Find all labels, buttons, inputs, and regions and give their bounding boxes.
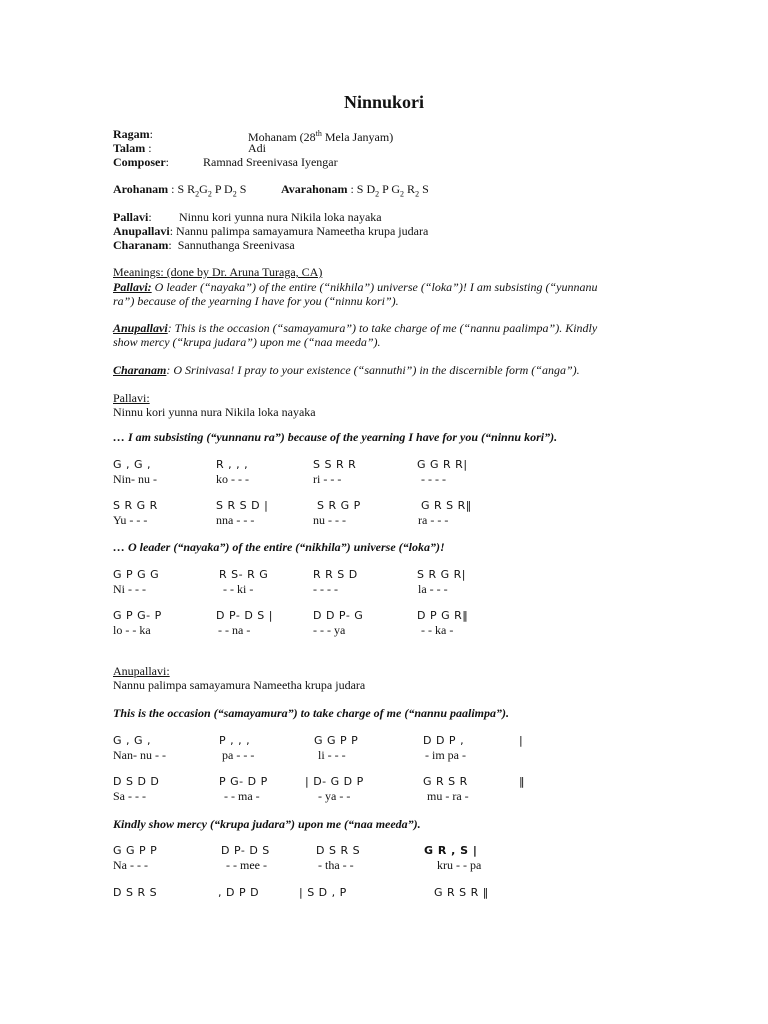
lyric-row: Nan- nu - -	[113, 748, 166, 762]
lyric-row: nna - - -	[216, 513, 255, 527]
notation-row: S R G R|	[417, 568, 466, 581]
lyric-row: Na - - -	[113, 858, 148, 872]
talam-value: Adi	[248, 141, 266, 155]
notation-row: G P G G	[113, 568, 160, 581]
meaning-pallavi-line1: Pallavi: O leader (“nayaka”) of the entire (“nikhila”) universe (“loka”)! I am subsisting (“yunnanu	[113, 280, 598, 294]
notation-row: D S D D	[113, 775, 160, 788]
lyric-row: - - na -	[218, 623, 251, 637]
lyric-row: Ni - - -	[113, 582, 146, 596]
lyric-row: - - ma -	[224, 789, 260, 803]
lyric-row: - - - -	[421, 472, 446, 486]
notation-row: G G P P	[113, 844, 158, 857]
lyric-row: - - - ya	[313, 623, 346, 637]
lyric-row: - im pa -	[425, 748, 466, 762]
lyric-row: ko - - -	[216, 472, 249, 486]
lyric-row: - - ka -	[421, 623, 454, 637]
meaning-anupallavi-line2: show mercy (“krupa judara”) upon me (“naa meeda”).	[113, 335, 381, 349]
notation-row: P , , ,	[219, 734, 251, 747]
lyric-row: - ya - -	[318, 789, 351, 803]
notation-row: G R S R‖	[421, 499, 472, 512]
pallavi-meaning-1: … I am subsisting (“yunnanu ra”) because of the yearning I have for you (“ninnu kori”).	[113, 430, 558, 444]
anupallavi-meaning-2: Kindly show mercy (“krupa judara”) upon me (“naa meeda”).	[113, 817, 421, 831]
notation-row: ‖	[519, 775, 525, 788]
lyric-row: - - ki -	[223, 582, 254, 596]
page-title: Ninnukori	[343, 92, 425, 112]
notation-row: | S D , P	[299, 886, 347, 899]
anupallavi-block-label: Anupallavi:	[113, 664, 170, 678]
lyric-row: Sa - - -	[113, 789, 146, 803]
notation-row: D D P- G	[313, 609, 364, 622]
notation-row: G R , S |	[424, 844, 478, 857]
notation-row: D S R S	[316, 844, 361, 857]
notation-row: D P- D S	[221, 844, 270, 857]
anupallavi-meaning-1: This is the occasion (“samayamura”) to take charge of me (“nannu paalimpa”).	[113, 706, 510, 720]
notation-row: , D P D	[218, 886, 260, 899]
notation-row: G G P P	[314, 734, 359, 747]
notation-row: R R S D	[313, 568, 358, 581]
pallavi-text: Ninnu kori yunna nura Nikila loka nayaka	[179, 210, 382, 224]
avarohanam-line: Avarahonam : S $D_2$ P $G_2$ $R_2$ S	[281, 182, 429, 199]
notation-row: | D- G D P	[305, 775, 364, 788]
notation-row: G R S R	[423, 775, 468, 788]
notation-row: G , G ,	[113, 734, 152, 747]
composer-value: Ramnad Sreenivasa Iyengar	[203, 155, 338, 169]
composer-label: Composer:	[113, 155, 170, 169]
lyric-row: - - - -	[313, 582, 338, 596]
lyric-row: nu - - -	[313, 513, 346, 527]
lyric-row: - - mee -	[226, 858, 267, 872]
notation-row: G P G- P	[113, 609, 162, 622]
lyric-row: kru - - pa	[437, 858, 482, 872]
notation-row: D P- D S |	[216, 609, 273, 622]
lyric-row: mu - ra -	[427, 789, 469, 803]
notation-row: D S R S	[113, 886, 158, 899]
ragam-value: Mohanam (28th Mela Janyam)	[248, 129, 394, 144]
pallavi-line: Pallavi:	[113, 210, 152, 224]
notation-row: S S R R	[313, 458, 357, 471]
pallavi-block-label: Pallavi:	[113, 391, 150, 405]
notation-row: G G R R|	[417, 458, 468, 471]
meaning-charanam-line: Charanam: O Srinivasa! I pray to your existence (“sannuthi”) in the discernible form (“anga”).	[113, 363, 580, 377]
notation-row: S R G P	[317, 499, 361, 512]
meaning-pallavi-line2: ra”) because of the yearning I have for you (“ninnu kori”).	[113, 294, 399, 308]
anupallavi-block-text: Nannu palimpa samayamura Nameetha krupa judara	[113, 678, 366, 692]
notation-row: G , G ,	[113, 458, 152, 471]
ragam-label: Ragam:	[113, 127, 154, 141]
lyric-row: la - - -	[418, 582, 448, 596]
pallavi-meaning-2: … O leader (“nayaka”) of the entire (“nikhila”) universe (“loka”)!	[113, 540, 445, 554]
notation-row: S R S D |	[216, 499, 269, 512]
notation-row: G R S R ‖	[434, 886, 489, 899]
lyric-row: lo - - ka	[113, 623, 151, 637]
notation-row: D D P ,	[423, 734, 465, 747]
lyric-row: pa - - -	[222, 748, 255, 762]
pallavi-block-text: Ninnu kori yunna nura Nikila loka nayaka	[113, 405, 316, 419]
meanings-heading: Meanings: (done by Dr. Aruna Turaga, CA)	[113, 265, 323, 279]
talam-label: Talam :	[113, 141, 152, 155]
anupallavi-line: Anupallavi: Nannu palimpa samayamura Nameetha krupa judara	[113, 224, 429, 238]
lyric-row: li - - -	[318, 748, 346, 762]
lyric-row: - tha - -	[318, 858, 354, 872]
lyric-row: Nin- nu -	[113, 472, 157, 486]
lyric-row: ra - - -	[418, 513, 449, 527]
notation-row: |	[519, 734, 524, 747]
lyric-row: Yu - - -	[113, 513, 148, 527]
notation-row: D P G R‖	[417, 609, 469, 622]
arohanam-line: Arohanam : S $R_2G_2$ P $D_2$ S	[113, 182, 247, 199]
notation-row: P G- D P	[219, 775, 268, 788]
notation-row: S R G R	[113, 499, 158, 512]
lyric-row: ri - - -	[313, 472, 342, 486]
notation-row: R S- R G	[219, 568, 269, 581]
charanam-line: Charanam: Sannuthanga Sreenivasa	[113, 238, 295, 252]
notation-row: R , , ,	[216, 458, 249, 471]
meaning-anupallavi-line1: Anupallavi: This is the occasion (“samayamura”) to take charge of me (“nannu paalimpa”). Kindly	[113, 321, 598, 335]
